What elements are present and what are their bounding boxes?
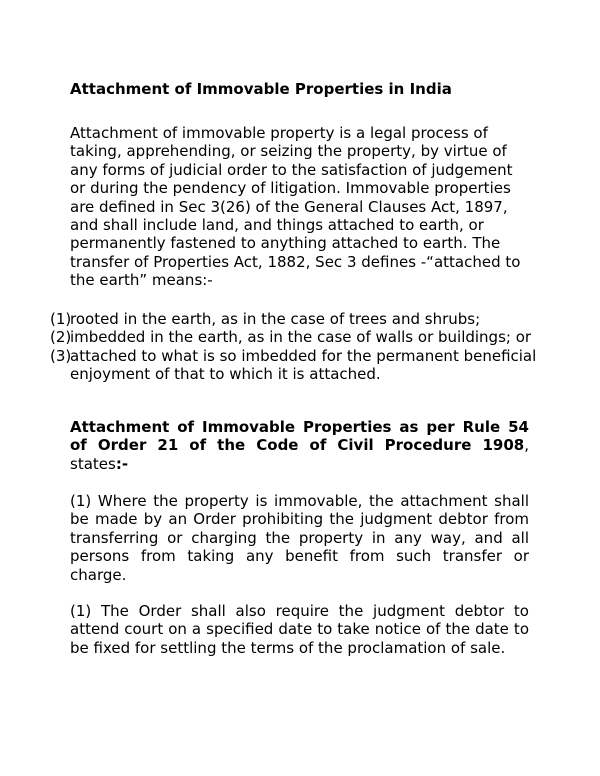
- list-item: [50, 347, 540, 384]
- list-item-text: imbedded in the earth, as in the case of walls or buildings; or: [70, 328, 532, 347]
- subheading-bold-text: Attachment of Immovable Properties as per Rule 54 of Order 21 of the Code of Civil Procedure 1908: [70, 418, 529, 455]
- list-item-number: (2): [50, 328, 72, 347]
- rule-paragraph: (1) The Order shall also require the judgment debtor to attend court on a specified date to take notice of the date to be fixed for settling the terms of the proclamation of sale.: [70, 602, 529, 657]
- list-item-number: (3): [50, 346, 72, 365]
- earth-definition-list: [50, 310, 540, 384]
- subheading-colon: :-: [115, 454, 129, 473]
- subheading-states: states: [70, 454, 116, 473]
- rule-paragraph: (1) Where the property is immovable, the attachment shall be made by an Order prohibiting the judgment debtor from transferring or charging the property in any way, and all persons from taking any benefit from such transfer or charge.: [70, 492, 529, 584]
- list-item-number: (1): [50, 310, 72, 328]
- list-item-text: attached to what is so imbedded for the permanent beneficial enjoyment of that to which it is attached.: [70, 346, 537, 384]
- section-subheading: [70, 418, 529, 473]
- list-item: [50, 310, 540, 328]
- intro-paragraph: Attachment of immovable property is a legal process of taking, apprehending, or seizing the property, by virtue of any forms of judicial order to the satisfaction of judgement or during the pendency of litigation. Immovable properties are defined in Sec 3(26) of the General Clauses Act, 1897, and shall include land, and things attached to earth, or permanently fastened to anything attached to earth. The transfer of Properties Act, 1882, Sec 3 defines -“attached to the earth” means:-: [70, 124, 521, 290]
- subheading-comma: ,: [524, 436, 529, 455]
- list-item: [50, 328, 540, 346]
- document-title: Attachment of Immovable Properties in India: [70, 80, 452, 98]
- list-item-text: rooted in the earth, as in the case of trees and shrubs;: [70, 310, 481, 328]
